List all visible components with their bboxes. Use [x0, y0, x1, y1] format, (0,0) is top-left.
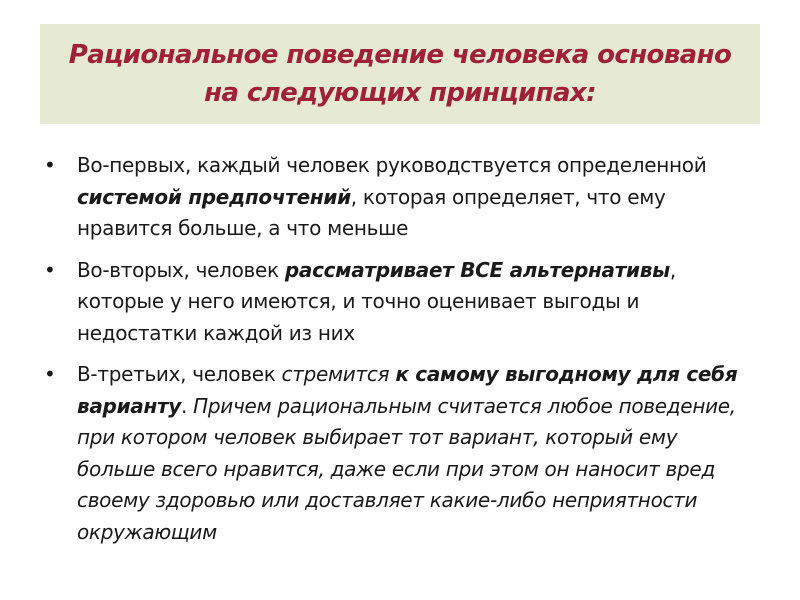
bullet-marker: •	[44, 362, 56, 386]
bullet-item-1	[40, 150, 755, 245]
bullet-italic: Причем рациональным считается любое поведение, при котором человек выбирает тот вариант, который ему больше всего нравится, даже если при этом он наносит вред своему здоровью или доставляет какие-либо неприятности окружающим	[77, 393, 736, 544]
bullet-emphasis: системой предпочтений	[77, 184, 351, 209]
bullet-text-segment: .	[181, 393, 194, 418]
bullet-item-2	[40, 255, 755, 350]
slide-title	[50, 36, 750, 112]
slide-title-line-2: на следующих принципах:	[204, 78, 596, 108]
bullet-text-segment: Во-вторых, человек	[77, 257, 285, 282]
title-box	[40, 24, 760, 124]
bullet-text-segment: , которая определяет, что ему нравится больше, а что меньше	[77, 184, 666, 240]
bullet-text-segment: , которые у него имеются, и точно оценивает выгоды и недостатки каждой из них	[77, 257, 676, 345]
bullet-marker: •	[44, 257, 56, 282]
bullet-italic: стремится	[281, 362, 396, 386]
slide-title-line-1: Рациональное поведение человека основано	[68, 40, 732, 70]
bullet-marker: •	[44, 153, 56, 177]
bullet-list	[40, 150, 755, 558]
bullet-text-segment: Во-первых, каждый человек руководствуется определенной	[77, 153, 707, 177]
bullet-item-3	[40, 359, 755, 548]
bullet-text-segment: В-третьих, человек	[77, 362, 282, 386]
bullet-emphasis: рассматривает ВСЕ альтернативы	[284, 257, 670, 282]
bullet-emphasis: к самому выгодному для себя варианту	[77, 362, 738, 418]
